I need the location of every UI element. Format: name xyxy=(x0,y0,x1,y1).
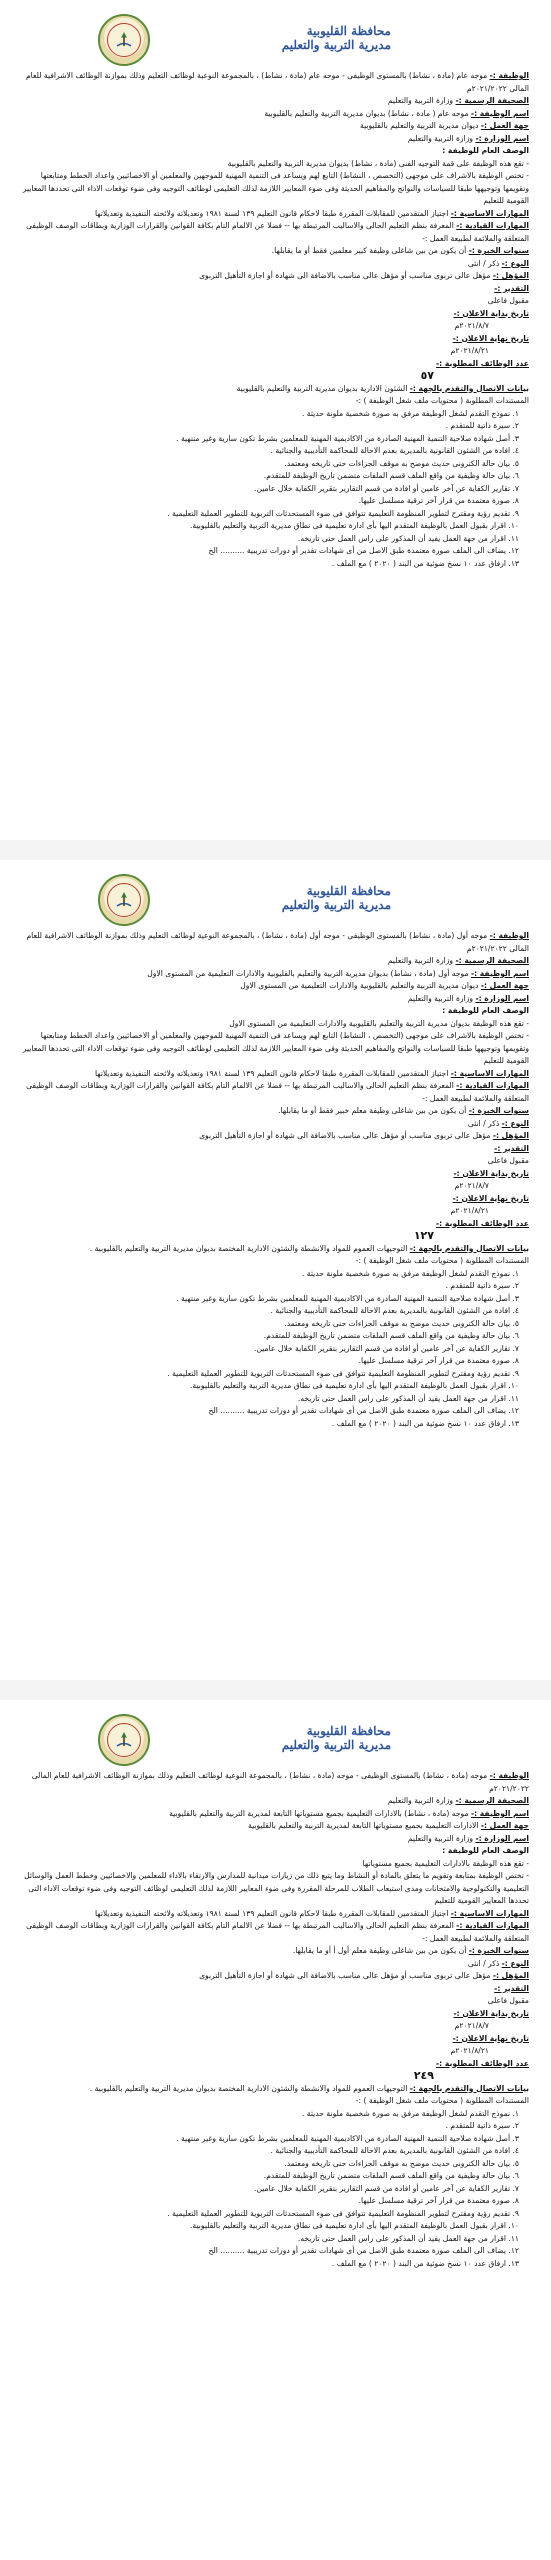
duty-item: - تختص الوظيفة بالاشراف على موجهى (التخصص ، النشاط) التابع لهم ويساعد فى التنمية المهنية للموجهين والمعلمين أو الاخصائيين واعداد الخطط ومتابعتها وتقويمها وتوجيهها طبقا للسياسات والنواتج والمفاهيم الحديثة وفى ضوء المعايير اللازمة لذلك التعليمى لوظائف التوجيه وفى ضوء توقعات الاداء التى تحددها المعايير القومية للتعليم xyxy=(22,1031,529,1065)
gazette-value: وزارة التربية والتعليم xyxy=(387,956,456,965)
organization-name xyxy=(282,24,391,52)
duty-item: - تقع هذه الوظيفة على قمة التوجيه الفنى (مادة ، نشاط) بديوان مديرية التربية والتعليم بالقليوبية xyxy=(227,158,529,168)
gender-value: ذكر / انثى xyxy=(467,1958,502,1968)
announcement-body xyxy=(0,1770,551,2270)
gender-row xyxy=(16,258,529,271)
document-item: ٥. بيان حالة الكترونى حديث موضح به موقف الجزاءات حتى تاريخه ومعتمد. xyxy=(284,1318,519,1328)
emblem-icon xyxy=(107,883,141,917)
directorate-name: مديرية التربية والتعليم xyxy=(281,898,391,912)
grade-label: التقدير :- xyxy=(494,1983,529,1993)
gender-row xyxy=(16,1958,529,1971)
document-item: ٦. بيان حالة وظيفية من واقع الملف قسم الملفات متضمن تاريخ الوظيفة للمتقدم. xyxy=(263,1331,519,1340)
job-name-label: اسم الوظيفة :- xyxy=(470,968,529,978)
required-documents-heading: المستندات المطلوبة ( محتويات ملف شغل الوظيفة ) :- xyxy=(355,2096,529,2105)
document-item: ١١. اقرار من جهة العمل يفيد أن المذكور على راس العمل حتى تاريخه. xyxy=(297,2233,519,2243)
function-value: موجه أول (مادة ، نشاط) بالمستوى الوظيفى - موجه أول (مادة ، نشاط) ، بالمجموعة النوعية لوظائف التعليم وذلك بموازنة الوظائف الاشرافية للعام المالى ٢٠٢١/٢٠٢٢م xyxy=(26,931,529,953)
grade-label: التقدير :- xyxy=(494,1143,529,1153)
leadership-skills-value: المعرفة بنظم التعليم الحالى والاساليب المرتبطة بها -- فضلا عن الالمام التام بكافة القوانين والقرارات الوزارية وبطاقات الوصف الوظيفى المتعلقة والملائمة لطبيعة العمل :- xyxy=(26,1081,529,1103)
qualification-row xyxy=(16,270,529,283)
general-description-heading: الوصف العام للوظيفة : xyxy=(442,1846,529,1855)
experience-label: سنوات الخبرة :- xyxy=(468,1946,529,1955)
job-name-label: اسم الوظيفة :- xyxy=(470,108,529,118)
experience-row xyxy=(16,245,529,258)
qualification-value: مؤهل عالى تربوى مناسب أو مؤهل عالى مناسب بالاضافة الى شهادة أو اجازة التأهيل التربوى xyxy=(199,271,493,280)
ministry-row xyxy=(16,993,529,1006)
page-separator xyxy=(0,1680,551,1700)
qualification-label: المؤهل :- xyxy=(492,1971,529,1980)
announcement-body xyxy=(0,70,551,570)
start-date-value: ٢٠٢١/٨/٧م xyxy=(454,321,489,330)
documents-list xyxy=(16,2108,529,2271)
document-item: ٣. أصل شهادة صلاحية التنمية المهنية الصادرة من الاكاديمية المهنية للمعلمين بشرط تكون سارية وغير منتهية . xyxy=(176,1293,519,1303)
workplace-value: ديوان مديرية التربية والتعليم بالقليوبية والادارات التعليمية من المستوى الاول xyxy=(240,981,481,990)
gazette-row xyxy=(16,95,529,108)
qualification-label: المؤهل :- xyxy=(492,271,529,280)
emblem-icon xyxy=(107,23,141,57)
governorate-logo xyxy=(98,1714,150,1766)
start-date-label: تاريخ بداية الاعلان :- xyxy=(453,308,529,318)
leadership-skills-label: المهارات القيادية :- xyxy=(456,1081,529,1090)
document-item: ٧. تقارير الكفاية عن آخر عامين أو افادة من قسم التقارير بتقرير الكفاية خلال عامين. xyxy=(254,1343,519,1353)
organization-name xyxy=(282,1724,391,1752)
job-name-value: موجه أول (مادة ، نشاط) بديوان مديرية التربية والتعليم بالقليوبية والادارات التعليمية من المستوى الاول xyxy=(147,968,471,978)
gazette-label: الصحيفة الرسمية :- xyxy=(455,96,529,105)
governorate-name: محافظة القليوبية xyxy=(306,884,391,898)
experience-row xyxy=(16,1105,529,1118)
directorate-name: مديرية التربية والتعليم xyxy=(281,1738,391,1752)
document-item: ٩. تقديم رؤية ومقترح لتطوير المنظومة التعليمية تتوافق فى ضوء المستحدثات التربوية للتطوير العملية التعليمية . xyxy=(167,508,519,518)
document-item: ٨. صورة معتمدة من قرار آخر ترقية مسلسل عليها. xyxy=(358,1356,519,1365)
document-item: ٧. تقارير الكفاية عن آخر عامين أو افادة من قسم التقارير بتقرير الكفاية خلال عامين. xyxy=(254,483,519,493)
job-name-value: موجه (مادة ، نشاط) بالادارات التعليمية بجميع مستوياتها التابعة لمديرية التربية والتعليم بالقليوبية xyxy=(169,1808,471,1818)
workplace-row xyxy=(16,1820,529,1833)
start-date-label: تاريخ بداية الاعلان :- xyxy=(453,1168,529,1178)
contact-info-label: بيانات الاتصال والتقدم بالجهة :- xyxy=(409,383,529,393)
document-item: ١١. اقرار من جهة العمل يفيد أن المذكور على راس العمل حتى تاريخه. xyxy=(297,533,519,543)
start-date-value: ٢٠٢١/٨/٧م xyxy=(454,1181,489,1190)
document-item: ٣. أصل شهادة صلاحية التنمية المهنية الصادرة من الاكاديمية المهنية للمعلمين بشرط تكون سارية وغير منتهية . xyxy=(176,2133,519,2143)
documents-list xyxy=(16,408,529,571)
letterhead xyxy=(0,0,551,70)
experience-row xyxy=(16,1945,529,1958)
grade-value: مقبول فاعلى xyxy=(487,1156,529,1165)
experience-label: سنوات الخبرة :- xyxy=(468,246,529,255)
ministry-row xyxy=(16,1833,529,1846)
end-date-value: ٢٠٢١/٨/٢١م xyxy=(450,1206,489,1215)
document-item: ١١. اقرار من جهة العمل يفيد أن المذكور على راس العمل حتى تاريخه. xyxy=(297,1393,519,1403)
document-item: ٥. بيان حالة الكترونى حديث موضح به موقف الجزاءات حتى تاريخه ومعتمد. xyxy=(284,458,519,468)
contact-info-label: بيانات الاتصال والتقدم بالجهة :- xyxy=(409,1243,529,1253)
basic-skills-label: المهارات الاساسية :- xyxy=(450,1068,529,1078)
positions-count-value: ٥٧ xyxy=(420,370,434,382)
job-name-row xyxy=(16,1808,529,1821)
page-2 xyxy=(0,860,551,1700)
end-date-value: ٢٠٢١/٨/٢١م xyxy=(450,346,489,355)
document-item: ١٢. يضاف الى الملف صورة معتمدة طبق الاصل من أى شهادات تقدير أو دورات تدريبية .......... الخ xyxy=(208,1406,519,1415)
start-date-value: ٢٠٢١/٨/٧م xyxy=(454,2021,489,2030)
gender-label: النوع :- xyxy=(501,258,529,268)
function-label: الوظيفة :- xyxy=(489,1771,529,1780)
qualification-value: مؤهل عالى تربوى مناسب أو مؤهل عالى مناسب بالاضافة الى شهادة أو اجازة التأهيل التربوى xyxy=(199,1971,493,1980)
contact-info-row xyxy=(16,1243,529,1256)
positions-count-label: عدد الوظائف المطلوبة :- xyxy=(436,358,529,368)
document-item: ١٣. ارفاق عدد ١٠ نسخ ضوئية من البند ( ٢٠٢٠ ) مع الملف . xyxy=(331,2258,519,2268)
ministry-label: اسم الوزارة :- xyxy=(475,1833,529,1843)
workplace-value: ديوان مديرية التربية والتعليم بالقليوبية xyxy=(360,121,481,130)
required-documents-heading: المستندات المطلوبة ( محتويات ملف شغل الوظيفة ) :- xyxy=(355,1256,529,1265)
leadership-skills-value: المعرفة بنظم التعليم الحالى والاساليب المرتبطة بها -- فضلا عن الالمام التام بكافة القوانين والقرارات الوزارية وبطاقات الوصف الوظيفى المتعلقة والملائمة لطبيعة العمل :- xyxy=(26,221,529,243)
function-label: الوظيفة :- xyxy=(489,931,529,940)
experience-value: أن يكون من بين شاغلى وظيفة معلم أول أ أو ما يقابلها. xyxy=(292,1946,469,1955)
grade-value: مقبول فاعلى xyxy=(487,296,529,305)
end-date-value: ٢٠٢١/٨/٢١م xyxy=(450,2046,489,2055)
basic-skills-row xyxy=(16,208,529,221)
document-item: ٢. سيرة ذاتية للمتقدم . xyxy=(445,1281,519,1290)
document-item: ١٢. يضاف الى الملف صورة معتمدة طبق الاصل من أى شهادات تقدير أو دورات تدريبية .......... الخ xyxy=(208,2246,519,2255)
experience-value: أن يكون من بين شاغلى وظيفة معلم خبير فقط أو ما يقابلها. xyxy=(278,1106,469,1115)
leadership-skills-value: المعرفة بنظم التعليم الحالى والاساليب المرتبطة بها -- فضلا عن الالمام التام بكافة القوانين والقرارات الوزارية وبطاقات الوصف الوظيفى المتعلقة والملائمة لطبيعة العمل :- xyxy=(26,1921,529,1943)
gazette-row xyxy=(16,955,529,968)
end-date-label: تاريخ نهاية الاعلان :- xyxy=(452,333,529,343)
gender-label: النوع :- xyxy=(501,1958,529,1968)
gazette-row xyxy=(16,1795,529,1808)
gender-label: النوع :- xyxy=(501,1118,529,1128)
duty-item: - تقع هذه الوظيفة بالادارات التعليمية بجميع مستوياتها xyxy=(362,1858,529,1868)
qualification-row xyxy=(16,1970,529,1983)
leadership-skills-row xyxy=(16,220,529,245)
document-item: ١٠. اقرار بقبول العمل بالوظيفة المتقدم اليها بأى ادارة تعليمية فى نطاق مديرية التربية والتعليم بالقليوبية. xyxy=(190,521,519,530)
document-item: ٣. أصل شهادة صلاحية التنمية المهنية الصادرة من الاكاديمية المهنية للمعلمين بشرط تكون سارية وغير منتهية . xyxy=(176,433,519,443)
governorate-name: محافظة القليوبية xyxy=(306,24,391,38)
document-item: ٤. افادة من الشئون القانونية بالمديرية بعدم الاحالة للمحاكمة التأديبية والجنائية . xyxy=(270,446,519,455)
job-name-value: موجه عام ( مادة ، نشاط) بديوان مديرية التربية والتعليم بالقليوبية xyxy=(264,108,471,118)
document-item: ١٠. اقرار بقبول العمل بالوظيفة المتقدم اليها بأى ادارة تعليمية فى نطاق مديرية التربية والتعليم بالقليوبية. xyxy=(190,1381,519,1390)
document-item: ٢. سيرة ذاتية للمتقدم . xyxy=(445,2121,519,2130)
basic-skills-label: المهارات الاساسية :- xyxy=(450,208,529,218)
document-item: ٨. صورة معتمدة من قرار آخر ترقية مسلسل عليها. xyxy=(358,2196,519,2205)
document-item: ١. نموذج التقدم لشغل الوظيفة مرفق به صورة شخصية ملونة حديثة . xyxy=(301,2108,519,2118)
gazette-value: وزارة التربية والتعليم xyxy=(387,1796,456,1805)
page-1 xyxy=(0,0,551,840)
leadership-skills-row xyxy=(16,1080,529,1105)
leadership-skills-row xyxy=(16,1920,529,1945)
workplace-row xyxy=(16,980,529,993)
governorate-logo xyxy=(98,14,150,66)
positions-count-label: عدد الوظائف المطلوبة :- xyxy=(436,1218,529,1228)
document-item: ٤. افادة من الشئون القانونية بالمديرية بعدم الاحالة للمحاكمة التأديبية والجنائية . xyxy=(270,1306,519,1315)
document-item: ٦. بيان حالة وظيفية من واقع الملف قسم الملفات متضمن تاريخ الوظيفة للمتقدم. xyxy=(263,471,519,480)
workplace-row xyxy=(16,120,529,133)
function-label: الوظيفة :- xyxy=(489,71,529,80)
qualification-label: المؤهل :- xyxy=(492,1131,529,1140)
duty-item: - تختص الوظيفة بمتابعة وتقويم ما يتعلق بالمادة أو النشاط وما يتبع ذلك من زيارات ميدانية للمدارس والارتقاء بالاداء للمعلمين والاخصائيين وخطط العمل والوسائل التعليمية والتكنولوجية والامتحانات ومدى استيعاب الطلاب للمرحلة المقررة وفى ضوء المعايير اللازمة لذلك التعليمى لوظائف التوجيه وفى ضوء توقعات الاداء التى تحددها المعايير القومية للتعليم xyxy=(24,1871,529,1905)
basic-skills-value: اجتياز المتقدمين للمقابلات المقررة طبقا لاحكام قانون التعليم ١٣٩ لسنة ١٩٨١ وتعديلاته ولائحته التنفيذية وتعديلاتها xyxy=(94,1068,451,1078)
page-separator xyxy=(0,840,551,860)
page-3 xyxy=(0,1700,551,2540)
positions-count-value: ٢٤٩ xyxy=(413,2070,434,2082)
experience-label: سنوات الخبرة :- xyxy=(468,1106,529,1115)
workplace-label: جهة العمل :- xyxy=(480,1821,529,1830)
function-row xyxy=(16,70,529,95)
duty-item: - تختص الوظيفة بالاشراف على موجهى (التخصص ، النشاط) التابع لهم ويساعد فى التنمية المهنية للموجهين والمعلمين أو الاخصائيين واعداد الخطط ومتابعتها وتقويمها وتوجيهها طبقا للسياسات والنواتج والمفاهيم الحديثة وفى ضوء المعايير اللازمة لذلك التعليمى لوظائف التوجيه وفى ضوء توقعات الاداء التى تحددها المعايير القومية للتعليم xyxy=(22,171,529,205)
gazette-label: الصحيفة الرسمية :- xyxy=(455,1796,529,1805)
leadership-skills-label: المهارات القيادية :- xyxy=(456,1921,529,1930)
end-date-label: تاريخ نهاية الاعلان :- xyxy=(452,1193,529,1203)
gender-value: ذكر / انثى xyxy=(467,1118,502,1128)
letterhead xyxy=(0,860,551,930)
job-name-row xyxy=(16,968,529,981)
document-item: ١. نموذج التقدم لشغل الوظيفة مرفق به صورة شخصية ملونة حديثة . xyxy=(301,408,519,418)
document-item: ١٢. يضاف الى الملف صورة معتمدة طبق الاصل من أى شهادات تقدير أو دورات تدريبية .......... الخ xyxy=(208,546,519,555)
required-documents-heading: المستندات المطلوبة ( محتويات ملف شغل الوظيفة ) :- xyxy=(355,396,529,405)
gazette-label: الصحيفة الرسمية :- xyxy=(455,956,529,965)
basic-skills-row xyxy=(16,1068,529,1081)
duty-item: - تقع هذه الوظيفة بديوان مديرية التربية والتعليم بالقليوبية والادارات التعليمية من المستوى الاول xyxy=(229,1018,529,1028)
basic-skills-row xyxy=(16,1908,529,1921)
document-item: ٥. بيان حالة الكترونى حديث موضح به موقف الجزاءات حتى تاريخه ومعتمد. xyxy=(284,2158,519,2168)
document-item: ٨. صورة معتمدة من قرار آخر ترقية مسلسل عليها. xyxy=(358,496,519,505)
document-item: ٩. تقديم رؤية ومقترح لتطوير المنظومة التعليمية تتوافق فى ضوء المستحدثات التربوية للتطوير العملية التعليمية . xyxy=(167,2208,519,2218)
directorate-name: مديرية التربية والتعليم xyxy=(281,38,391,52)
document-item: ٧. تقارير الكفاية عن آخر عامين أو افادة من قسم التقارير بتقرير الكفاية خلال عامين. xyxy=(254,2183,519,2193)
gazette-value: وزارة التربية والتعليم xyxy=(387,96,456,105)
document-item: ٦. بيان حالة وظيفية من واقع الملف قسم الملفات متضمن تاريخ الوظيفة للمتقدم. xyxy=(263,2171,519,2180)
contact-info-value: التوجيهات العموم للمواد والانشطة والشئون الادارية المختصة بديوان مديرية التربية والتعليم بالقليوبية . xyxy=(89,1243,410,1253)
qualification-row xyxy=(16,1130,529,1143)
governorate-name: محافظة القليوبية xyxy=(306,1724,391,1738)
gender-row xyxy=(16,1118,529,1131)
basic-skills-value: اجتياز المتقدمين للمقابلات المقررة طبقا لاحكام قانون التعليم ١٣٩ لسنة ١٩٨١ وتعديلاته ولائحته التنفيذية وتعديلاتها xyxy=(94,1908,451,1918)
document-item: ١٣. ارفاق عدد ١٠ نسخ ضوئية من البند ( ٢٠٢٠ ) مع الملف . xyxy=(331,558,519,568)
function-value: موجه عام (مادة ، نشاط) بالمستوى الوظيفى - موجه عام (مادة ، نشاط) ، بالمجموعة النوعية لوظائف التعليم وذلك بموازنة الوظائف الاشرافية للعام المالى ٢٠٢١/٢٠٢٢م xyxy=(25,71,529,93)
ministry-label: اسم الوزارة :- xyxy=(475,133,529,143)
gender-value: ذكر / انثى xyxy=(467,258,502,268)
general-description-heading: الوصف العام للوظيفة : xyxy=(442,1006,529,1015)
contact-info-label: بيانات الاتصال والتقدم بالجهة :- xyxy=(409,2083,529,2093)
announcement-body xyxy=(0,930,551,1430)
organization-name xyxy=(282,884,391,912)
document-item: ٤. افادة من الشئون القانونية بالمديرية بعدم الاحالة للمحاكمة التأديبية والجنائية . xyxy=(270,2146,519,2155)
emblem-icon xyxy=(107,1723,141,1757)
contact-info-value: الشئون الادارية بديوان مديرية التربية والتعليم بالقليوبية xyxy=(236,383,410,393)
job-name-label: اسم الوظيفة :- xyxy=(470,1808,529,1818)
workplace-value: الادارات التعليمية بجميع مستوياتها التابعة لمديرية التربية والتعليم بالقليوبية xyxy=(248,1821,481,1830)
job-name-row xyxy=(16,108,529,121)
document-item: ١٠. اقرار بقبول العمل بالوظيفة المتقدم اليها بأى ادارة تعليمية فى نطاق مديرية التربية والتعليم بالقليوبية. xyxy=(190,2221,519,2230)
workplace-label: جهة العمل :- xyxy=(480,121,529,130)
contact-info-value: التوجيهات العموم للمواد والانشطة والشئون الادارية المختصة بديوان مديرية التربية والتعليم بالقليوبية . xyxy=(89,2083,410,2093)
function-value: موجه (مادة ، نشاط) بالمستوى الوظيفى - موجه (مادة ، نشاط) ، بالمجموعة النوعية لوظائف التعليم وذلك بموازنة الوظائف الاشرافية للعام المالى ٢٠٢١/٢٠٢٢م xyxy=(31,1771,529,1793)
start-date-label: تاريخ بداية الاعلان :- xyxy=(453,2008,529,2018)
document-item: ٩. تقديم رؤية ومقترح لتطوير المنظومة التعليمية تتوافق فى ضوء المستحدثات التربوية للتطوير العملية التعليمية . xyxy=(167,1368,519,1378)
positions-count-value: ١٢٧ xyxy=(413,1230,434,1242)
qualification-value: مؤهل عالى تربوى مناسب أو مؤهل عالى مناسب بالاضافة الى شهادة أو اجازة التأهيل التربوى xyxy=(199,1131,493,1140)
end-date-label: تاريخ نهاية الاعلان :- xyxy=(452,2033,529,2043)
positions-count-label: عدد الوظائف المطلوبة :- xyxy=(436,2058,529,2068)
grade-value: مقبول فاعلى xyxy=(487,1996,529,2005)
ministry-value: وزارة التربية والتعليم xyxy=(407,133,476,143)
letterhead xyxy=(0,1700,551,1770)
ministry-row xyxy=(16,133,529,146)
ministry-label: اسم الوزارة :- xyxy=(475,993,529,1003)
leadership-skills-label: المهارات القيادية :- xyxy=(456,221,529,230)
function-row xyxy=(16,930,529,955)
experience-value: أن يكون من بين شاغلى وظيفة كبير معلمين فقط أو ما يقابلها. xyxy=(271,246,469,255)
document-item: ١. نموذج التقدم لشغل الوظيفة مرفق به صورة شخصية ملونة حديثة . xyxy=(301,1268,519,1278)
document-item: ٢. سيرة ذاتية للمتقدم . xyxy=(445,421,519,430)
basic-skills-value: اجتياز المتقدمين للمقابلات المقررة طبقا لاحكام قانون التعليم ١٣٩ لسنة ١٩٨١ وتعديلاته ولائحته التنفيذية وتعديلاتها xyxy=(94,208,451,218)
document-item: ١٣. ارفاق عدد ١٠ نسخ ضوئية من البند ( ٢٠٢٠ ) مع الملف . xyxy=(331,1418,519,1428)
governorate-logo xyxy=(98,874,150,926)
ministry-value: وزارة التربية والتعليم xyxy=(407,993,476,1003)
workplace-label: جهة العمل :- xyxy=(480,981,529,990)
basic-skills-label: المهارات الاساسية :- xyxy=(450,1908,529,1918)
ministry-value: وزارة التربية والتعليم xyxy=(407,1833,476,1843)
contact-info-row xyxy=(16,2083,529,2096)
function-row xyxy=(16,1770,529,1795)
documents-list xyxy=(16,1268,529,1431)
contact-info-row xyxy=(16,383,529,396)
general-description-heading: الوصف العام للوظيفة : xyxy=(442,146,529,155)
grade-label: التقدير :- xyxy=(494,283,529,293)
